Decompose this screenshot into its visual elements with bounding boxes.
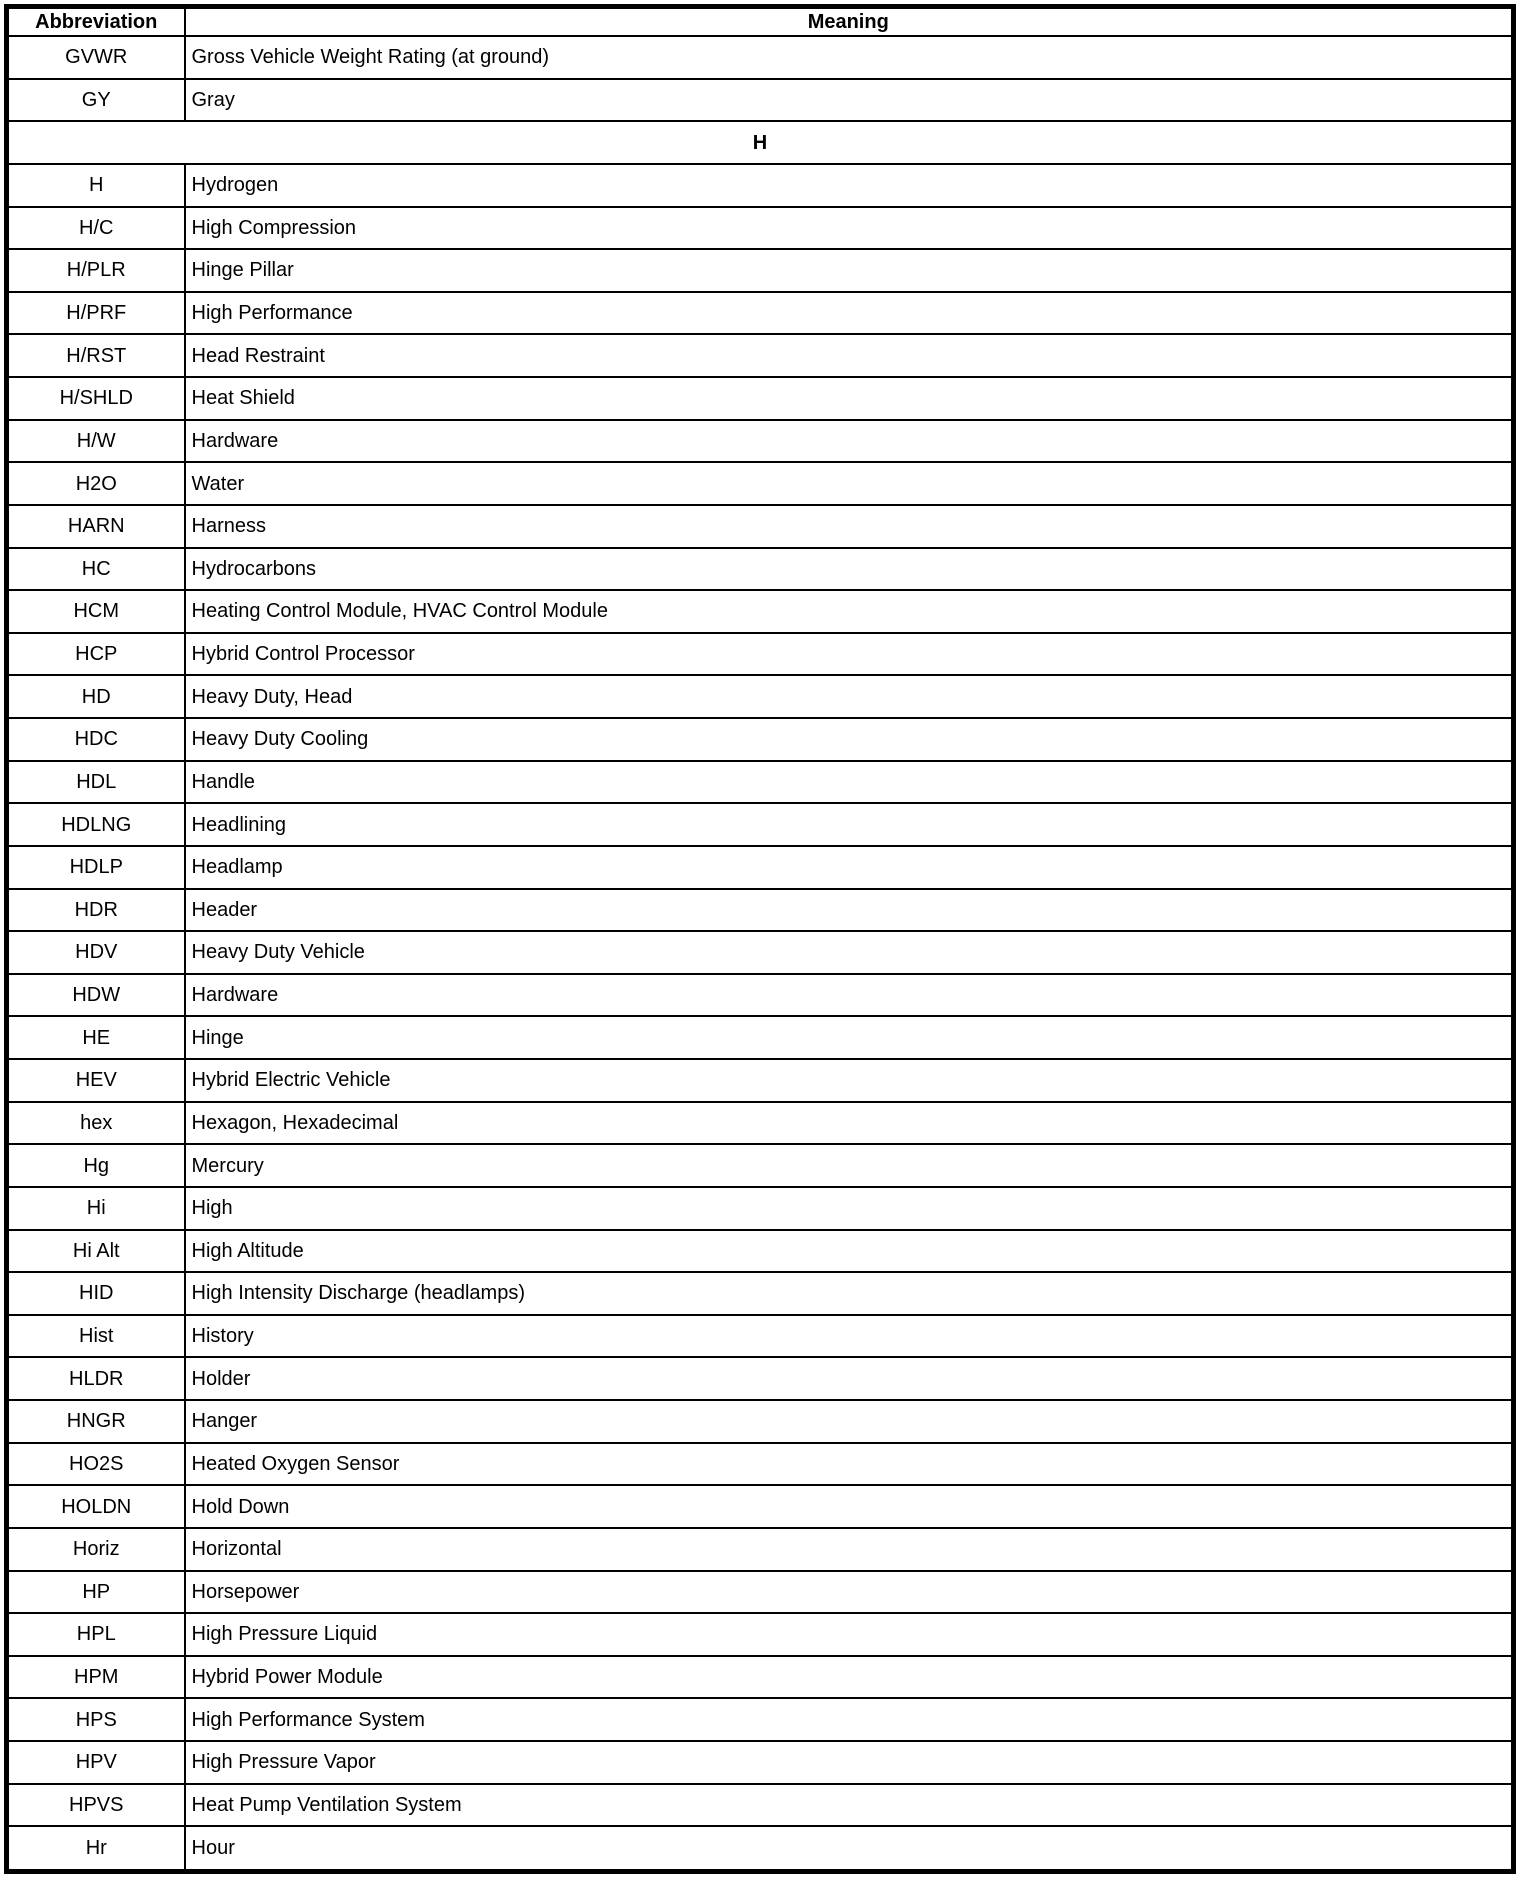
abbreviation-cell: Hg [7,1144,185,1187]
table-row [7,292,1514,335]
abbreviation-cell: HE [7,1016,185,1059]
meaning-cell: Head Restraint [185,334,1514,377]
abbreviation-table [4,4,1516,1874]
abbreviation-cell: hex [7,1102,185,1145]
meaning-cell: Heavy Duty, Head [185,675,1514,718]
table-header-row [7,7,1514,37]
meaning-cell: Harness [185,505,1514,548]
abbreviation-cell: HPL [7,1613,185,1656]
abbreviation-cell: HDLP [7,846,185,889]
abbreviation-cell: HPM [7,1656,185,1699]
meaning-cell: History [185,1315,1514,1358]
table-row [7,1485,1514,1528]
table-row [7,1144,1514,1187]
meaning-cell: Hour [185,1826,1514,1871]
abbreviation-cell: HLDR [7,1357,185,1400]
table-row [7,1272,1514,1315]
table-row [7,1698,1514,1741]
abbreviation-cell: HPS [7,1698,185,1741]
table-row [7,846,1514,889]
meaning-cell: Hanger [185,1400,1514,1443]
abbreviation-cell: H [7,164,185,207]
meaning-cell: Horizontal [185,1528,1514,1571]
meaning-cell: Heated Oxygen Sensor [185,1443,1514,1486]
table-row [7,803,1514,846]
meaning-cell: Gross Vehicle Weight Rating (at ground) [185,36,1514,79]
table-row [7,761,1514,804]
abbreviation-cell: HO2S [7,1443,185,1486]
meaning-cell: Holder [185,1357,1514,1400]
abbreviation-cell: Hi [7,1187,185,1230]
table-row [7,718,1514,761]
table-row [7,548,1514,591]
abbreviation-cell: H/SHLD [7,377,185,420]
abbreviation-cell: Hist [7,1315,185,1358]
abbreviation-cell: HCP [7,633,185,676]
abbreviation-cell: GVWR [7,36,185,79]
abbreviation-cell: HP [7,1571,185,1614]
meaning-cell: High Pressure Vapor [185,1741,1514,1784]
meaning-cell: Hybrid Control Processor [185,633,1514,676]
table-row [7,1741,1514,1784]
meaning-cell: Horsepower [185,1571,1514,1614]
meaning-cell: High Altitude [185,1230,1514,1273]
table-row [7,633,1514,676]
meaning-cell: Hardware [185,420,1514,463]
section-row [7,121,1514,164]
abbreviation-cell: HCM [7,590,185,633]
table-row [7,1571,1514,1614]
meaning-cell: Header [185,889,1514,932]
meaning-cell: Mercury [185,1144,1514,1187]
meaning-cell: Headlamp [185,846,1514,889]
abbreviation-cell: HDL [7,761,185,804]
table-row [7,1059,1514,1102]
meaning-cell: Heating Control Module, HVAC Control Module [185,590,1514,633]
table-row [7,1016,1514,1059]
table-row [7,1613,1514,1656]
table-body [7,36,1514,1872]
meaning-cell: Hold Down [185,1485,1514,1528]
meaning-cell: Hybrid Power Module [185,1656,1514,1699]
table-row [7,1826,1514,1871]
abbreviation-cell: GY [7,79,185,122]
abbreviation-cell: H2O [7,462,185,505]
abbreviation-cell: H/W [7,420,185,463]
meaning-cell: Hexagon, Hexadecimal [185,1102,1514,1145]
table-row [7,1187,1514,1230]
meaning-cell: Hardware [185,974,1514,1017]
table-row [7,1315,1514,1358]
abbreviation-cell: H/PRF [7,292,185,335]
abbreviation-column-header: Abbreviation [7,7,185,37]
meaning-cell: Heavy Duty Vehicle [185,931,1514,974]
table-row [7,377,1514,420]
meaning-cell: Hybrid Electric Vehicle [185,1059,1514,1102]
abbreviation-cell: HDV [7,931,185,974]
meaning-cell: High Performance [185,292,1514,335]
table-row [7,889,1514,932]
meaning-cell: Heat Shield [185,377,1514,420]
table-row [7,1102,1514,1145]
meaning-cell: Heavy Duty Cooling [185,718,1514,761]
meaning-cell: Gray [185,79,1514,122]
abbreviation-cell: Horiz [7,1528,185,1571]
meaning-cell: High Compression [185,207,1514,250]
abbreviation-cell: HDW [7,974,185,1017]
table-row [7,1400,1514,1443]
abbreviation-cell: HC [7,548,185,591]
abbreviation-cell: Hr [7,1826,185,1871]
meaning-cell: High Intensity Discharge (headlamps) [185,1272,1514,1315]
abbreviation-cell: HARN [7,505,185,548]
table-row [7,79,1514,122]
table-row [7,420,1514,463]
abbreviation-cell: H/C [7,207,185,250]
table-row [7,505,1514,548]
table-row [7,1357,1514,1400]
section-header: H [7,121,1514,164]
abbreviation-cell: HDR [7,889,185,932]
table-row [7,1528,1514,1571]
meaning-cell: Hinge Pillar [185,249,1514,292]
meaning-cell: Water [185,462,1514,505]
table-row [7,249,1514,292]
meaning-cell: Heat Pump Ventilation System [185,1784,1514,1827]
table-row [7,931,1514,974]
meaning-cell: Hydrocarbons [185,548,1514,591]
abbreviation-cell: HPVS [7,1784,185,1827]
table-row [7,334,1514,377]
table-row [7,36,1514,79]
abbreviation-cell: HEV [7,1059,185,1102]
abbreviation-cell: HOLDN [7,1485,185,1528]
abbreviation-cell: HD [7,675,185,718]
abbreviation-cell: H/PLR [7,249,185,292]
table-row [7,207,1514,250]
table-row [7,590,1514,633]
abbreviation-cell: HPV [7,1741,185,1784]
abbreviation-cell: Hi Alt [7,1230,185,1273]
meaning-cell: Hinge [185,1016,1514,1059]
meaning-cell: High Pressure Liquid [185,1613,1514,1656]
meaning-cell: Handle [185,761,1514,804]
table-row [7,1230,1514,1273]
table-row [7,1784,1514,1827]
abbreviation-cell: HNGR [7,1400,185,1443]
table-row [7,1656,1514,1699]
meaning-column-header: Meaning [185,7,1514,37]
meaning-cell: High [185,1187,1514,1230]
abbreviation-cell: H/RST [7,334,185,377]
table-row [7,1443,1514,1486]
table-row [7,462,1514,505]
meaning-cell: Headlining [185,803,1514,846]
table-row [7,974,1514,1017]
meaning-cell: High Performance System [185,1698,1514,1741]
meaning-cell: Hydrogen [185,164,1514,207]
table-row [7,675,1514,718]
table-row [7,164,1514,207]
abbreviation-cell: HDLNG [7,803,185,846]
abbreviation-cell: HID [7,1272,185,1315]
abbreviation-cell: HDC [7,718,185,761]
